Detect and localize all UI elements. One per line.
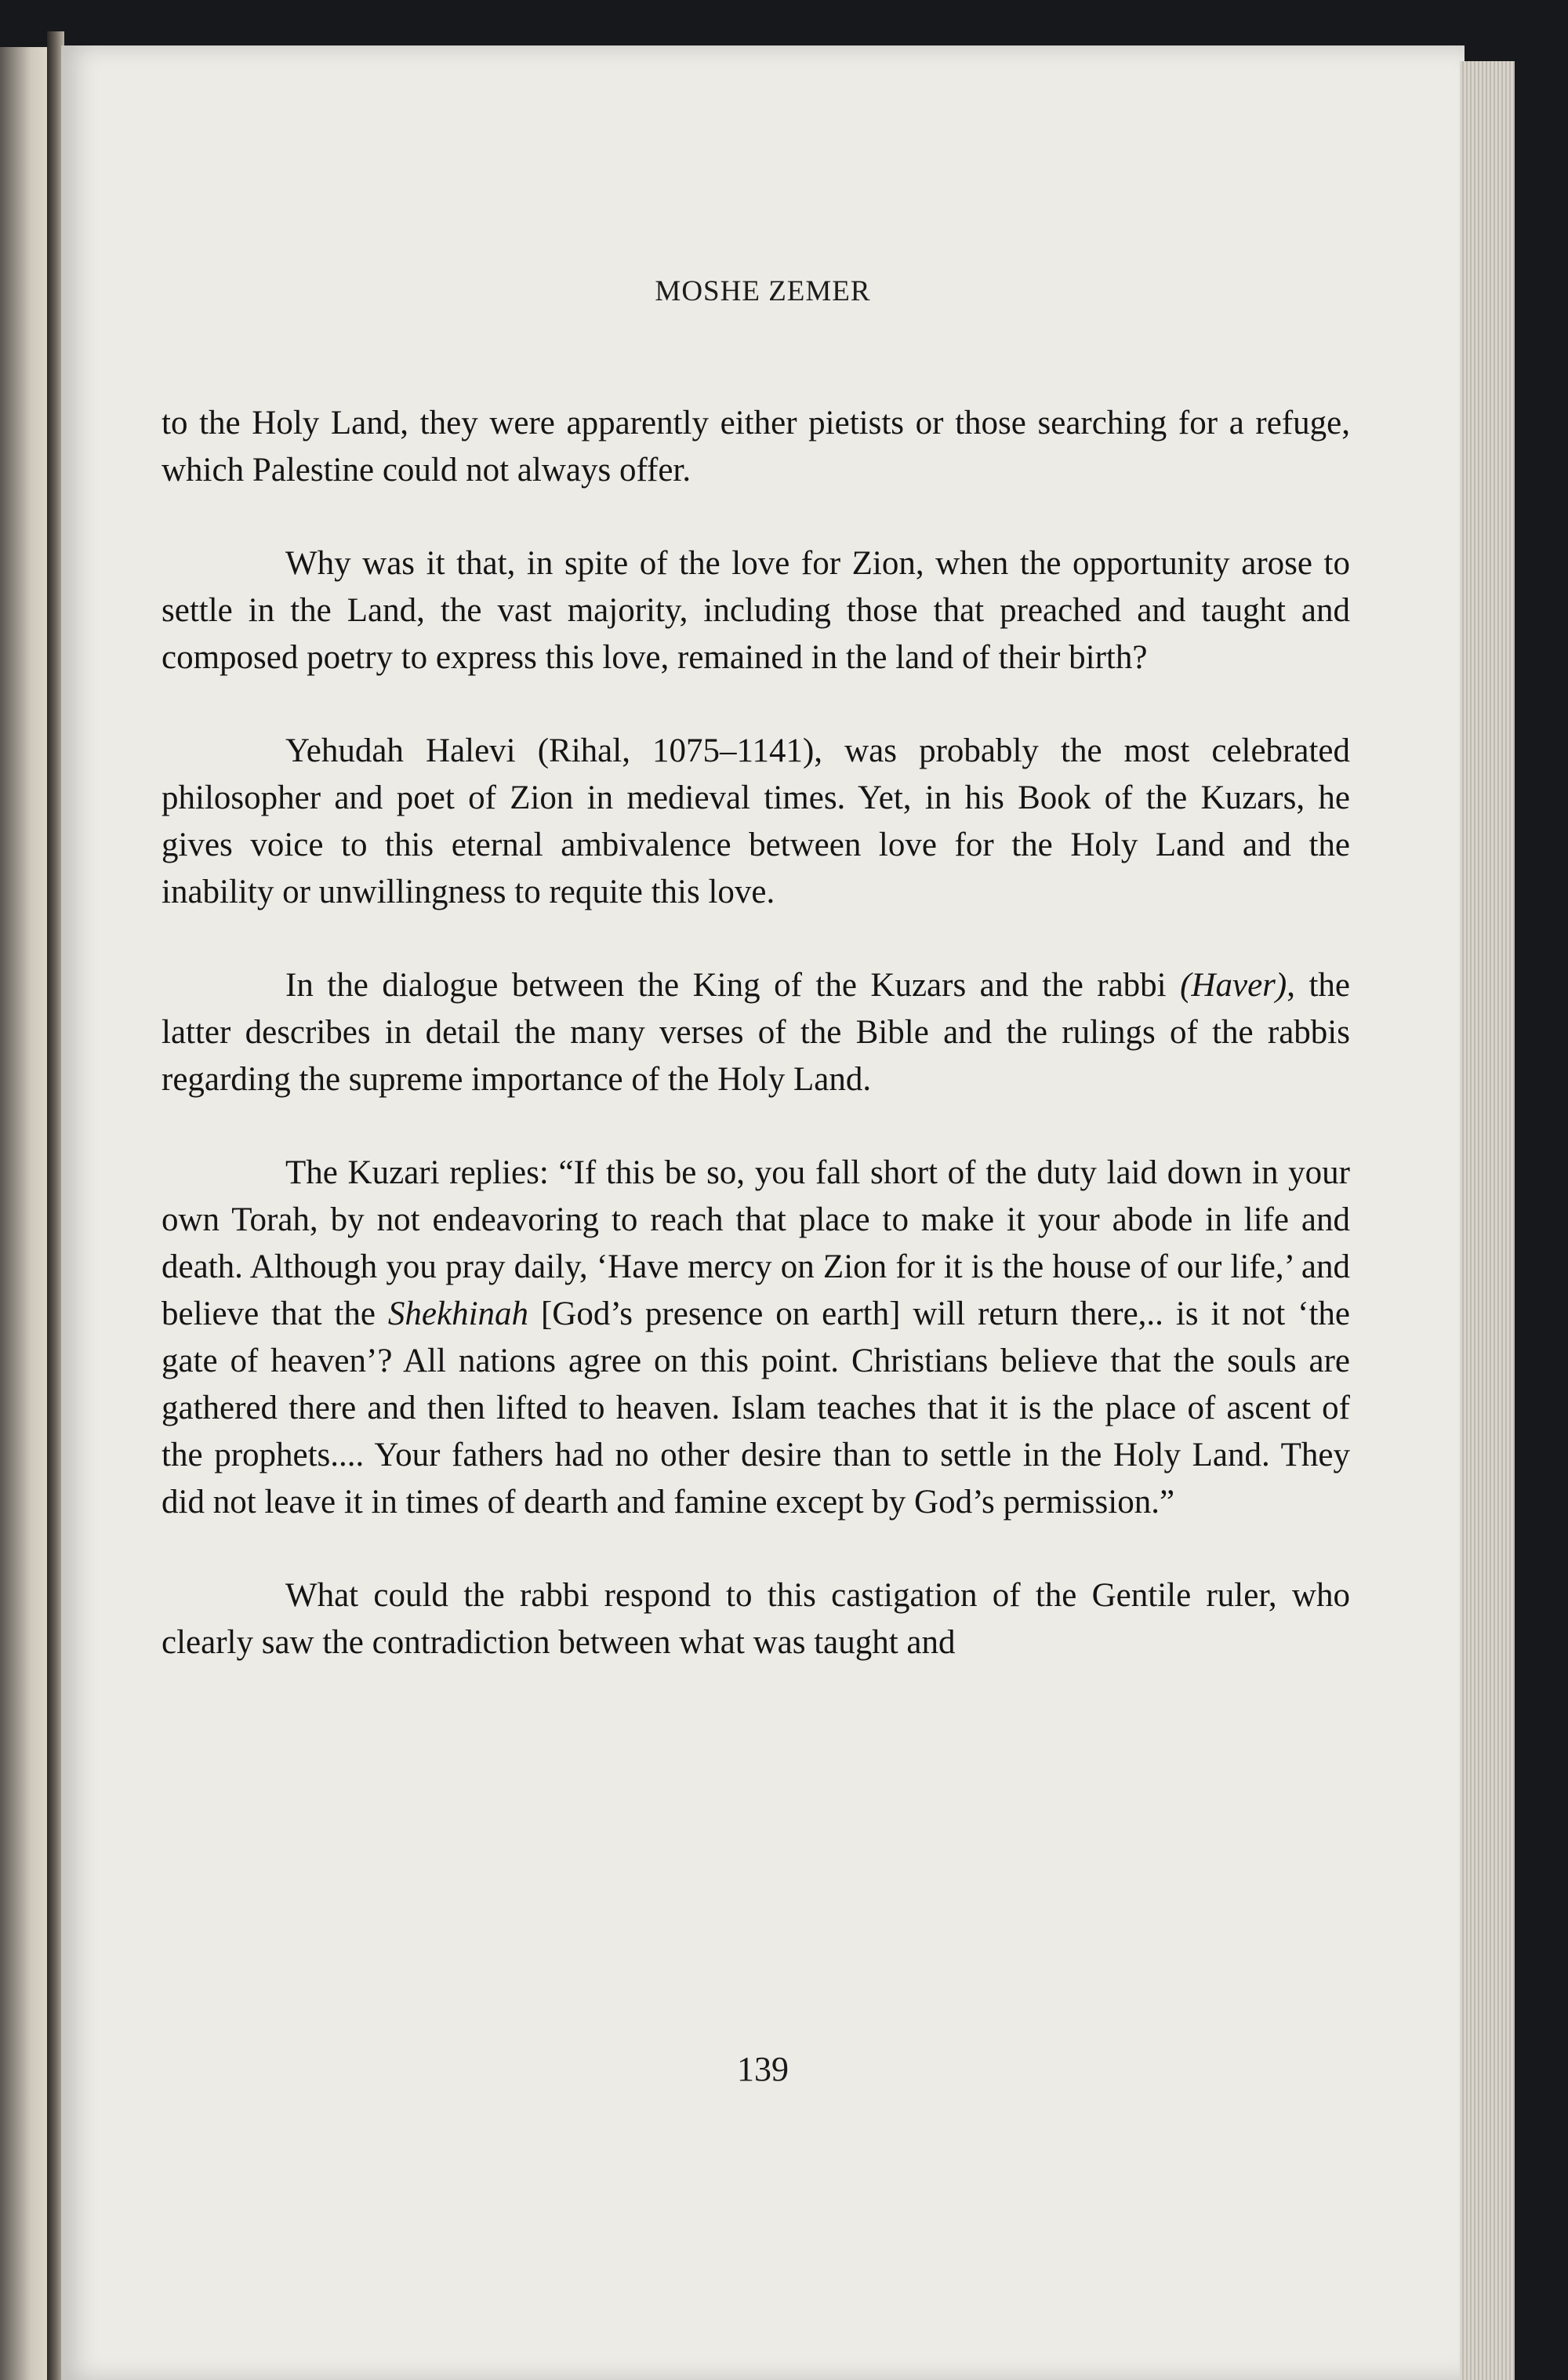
text-run: In the dialogue between the King of the Kuzars and the rabbi: [285, 967, 1181, 1004]
text-run: What could the rabbi respond to this castigation of the Gentile ruler, who clearly saw the contradiction between what was taught and: [162, 1577, 1350, 1661]
paragraph: [162, 1150, 1350, 1526]
paragraph: [162, 728, 1350, 916]
page-number: 139: [737, 2050, 789, 2088]
paragraph: [162, 1572, 1350, 1666]
text-run: to the Holy Land, they were apparently either pietists or those searching for a refuge, which Palestine could not always offer.: [162, 405, 1350, 489]
paragraph: [162, 540, 1350, 681]
paragraph: [162, 962, 1350, 1103]
page-stack-edge: [1460, 61, 1515, 2380]
text-run: Yehudah Halevi (Rihal, 1075–1141), was probably the most celebrated philosopher and poet of Zion in medieval times. Yet, in his Book of the Kuzars, he gives voice to this eternal ambivalence between love for the Holy Land and the inability or unwillingness to requite this love.: [162, 732, 1350, 910]
text-run: [God’s presence on earth] will return there,.. is it not ‘the gate of heaven’? All nations agree on this point. Christians believe that the souls are gathered there and then lifted to heaven. Islam teaches that it is the place of ascent of the prophets.... Your fathers had no other desire than to settle in the Holy Land. They did not leave it in times of dearth and famine except by God’s permission.”: [162, 1295, 1350, 1521]
italic-term: (Haver): [1180, 967, 1287, 1004]
text-run: , the latter describes in detail the many verses of the Bible and the rulings of the rabbis regarding the supreme importance of the Holy Land.: [162, 967, 1350, 1098]
text-run: The Kuzari replies: “If this be so, you fall short of the duty laid down in your own Torah, by not endeavoring to reach that place to make it your abode in life and death. Although you pray daily, ‘Have mercy on Zion for it is the house of our life,’ and believe that the: [162, 1154, 1350, 1332]
book-page: [61, 45, 1465, 2380]
italic-term: Shekhinah: [387, 1295, 529, 1332]
text-run: Why was it that, in spite of the love for Zion, when the opportunity arose to settle in the Land, the vast majority, including those that preached and taught and composed poetry to express this love, remained in the land of their birth?: [162, 545, 1350, 676]
running-head: MOSHE ZEMER: [655, 275, 871, 307]
body-text: [162, 400, 1350, 1713]
paragraph: [162, 400, 1350, 494]
